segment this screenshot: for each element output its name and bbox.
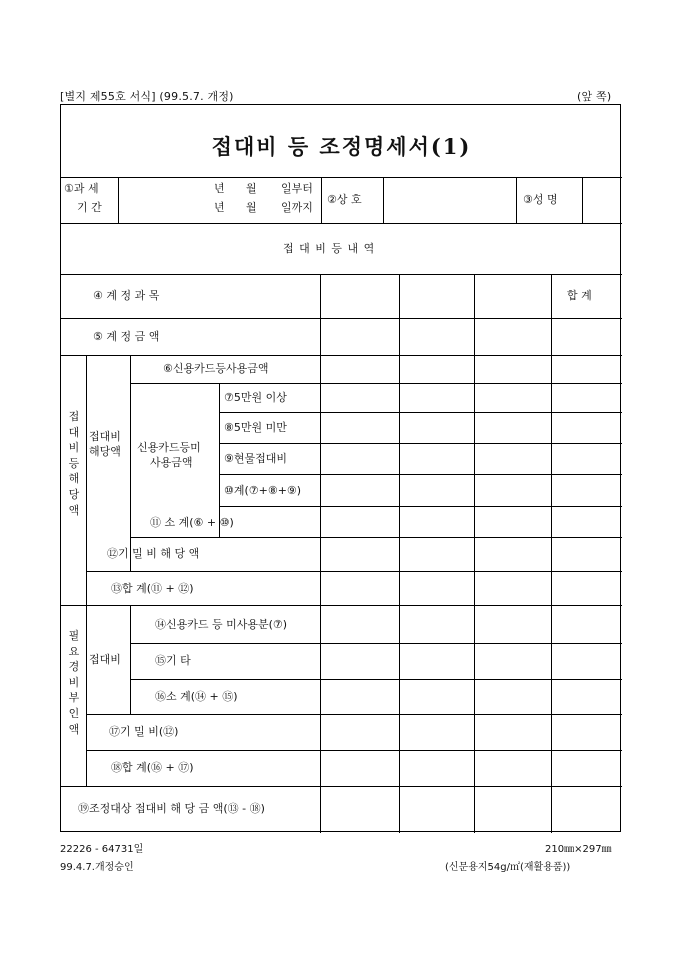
period-to-day: 일까지 [281, 201, 313, 214]
card-subtotal-label: ⑩계(⑦+⑧+⑨) [224, 484, 302, 497]
approval-note: 99.4.7.개정승인 [60, 862, 134, 873]
secret-expense-applicable-label: ⑫기 밀 비 해 당 액 [107, 547, 200, 560]
disallowed-sum-label: ⑱합 계(⑯ + ⑰) [111, 761, 194, 774]
account-amount-label: ⑤ 계 정 금 액 [93, 330, 160, 343]
ent-applicable-label-1: 접대비 [89, 430, 121, 443]
paper-size: 210㎜×297㎜ [545, 844, 612, 855]
over-50k-label: ⑦5만원 이상 [224, 391, 287, 404]
adjustment-form [60, 104, 621, 832]
disallowed-subtotal-label: ⑯소 계(⑭ + ⑮) [155, 690, 238, 703]
tax-period-label-1: ①과 세 [64, 182, 99, 195]
card-unused-label-2: 사용금액 [150, 456, 193, 469]
applicable-sum-label: ⑬합 계(⑪ + ⑫) [111, 582, 194, 595]
total-column-header: 합 계 [567, 289, 592, 302]
tax-period-label-2: 기 간 [77, 201, 102, 214]
other-label: ⑮기 타 [155, 654, 191, 667]
ent-applicable-label-2: 해당액 [89, 445, 121, 458]
paper-type: (신문용지54g/㎡(재활용품)) [445, 862, 571, 873]
card-unused-label-1: 신용카드등미 [137, 441, 201, 454]
adjustment-target-label: ⑲조정대상 접대비 해 당 금 액(⑬ - ⑱) [78, 802, 265, 815]
page-side-label: (앞 쪽) [577, 90, 612, 103]
section-heading: 접 대 비 등 내 역 [283, 242, 376, 255]
entertainment-label: 접대비 [89, 653, 121, 666]
period-to-month: 월 [246, 201, 257, 214]
form-code: 22226 - 64731일 [60, 844, 144, 855]
secret-expense-label: ⑰기 밀 비(⑫) [109, 725, 179, 738]
representative-name-label: ③성 명 [523, 193, 558, 206]
disallowed-amount-side-label: 필 요 경 비 부 인 액 [68, 629, 80, 736]
form-title: 접대비 등 조정명세서(1) [211, 134, 472, 159]
period-from-day: 일부터 [281, 182, 313, 195]
company-name-label: ②상 호 [327, 193, 362, 206]
form-reference: [별지 제55호 서식] (99.5.7. 개정) [60, 90, 234, 103]
period-to-year: 년 [214, 201, 225, 214]
period-from-year: 년 [214, 182, 225, 195]
period-from-month: 월 [246, 182, 257, 195]
subtotal-label: ⑪ 소 계(⑥ + ⑩) [150, 516, 234, 529]
card-unused-portion-label: ⑭신용카드 등 미사용분(⑦) [155, 618, 288, 631]
card-used-amount-label: ⑥신용카드등사용금액 [163, 362, 269, 375]
account-item-label: ④ 계 정 과 목 [93, 289, 160, 302]
under-50k-label: ⑧5만원 미만 [224, 421, 287, 434]
applicable-amount-side-label: 접 대 비 등 해 당 액 [68, 410, 80, 517]
in-kind-entertainment-label: ⑨현물접대비 [224, 452, 287, 465]
